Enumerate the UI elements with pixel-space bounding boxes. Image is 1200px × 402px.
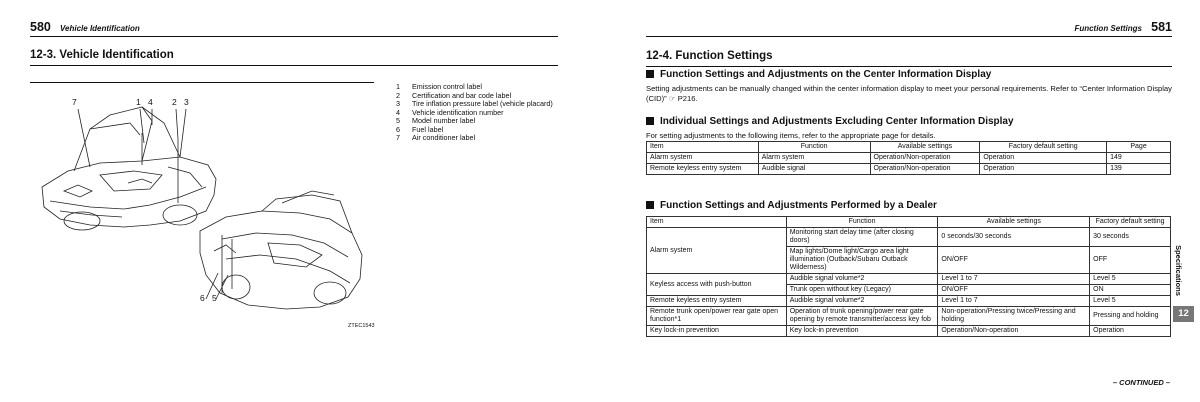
chapter-side-tab-label: Specifications xyxy=(1173,245,1183,296)
individual-paragraph: For setting adjustments to the following items, refer to the appropriate page for details. xyxy=(646,131,936,140)
square-bullet-icon xyxy=(646,70,654,78)
legend-number: 4 xyxy=(396,107,400,117)
left-running-title: Vehicle Identification xyxy=(60,24,140,33)
table-cell: Remote keyless entry system xyxy=(647,164,759,175)
legend-number: 1 xyxy=(396,82,400,91)
square-bullet-icon xyxy=(646,201,654,209)
figure-code: ZTEC1543 xyxy=(348,323,375,329)
table-cell: Map lights/Dome light/Cargo area light illumination (Outback/Subaru Outback Wilderness) xyxy=(786,247,938,274)
table-header: Factory default setting xyxy=(980,142,1107,153)
table-header: Page xyxy=(1107,142,1171,153)
table-cell: Remote keyless entry system xyxy=(647,296,787,307)
legend-number: 2 xyxy=(396,90,400,100)
table-header: Available settings xyxy=(870,142,980,153)
legend-number: 6 xyxy=(396,124,400,134)
table-cell: OFF xyxy=(1090,247,1171,274)
figure-callout-3: 3 xyxy=(184,97,189,107)
legend-text: Model number label xyxy=(412,116,476,125)
table-cell: Audible signal volume*2 xyxy=(786,296,938,307)
table-row xyxy=(647,326,1171,337)
table-cell: 30 seconds xyxy=(1090,228,1171,247)
table-row xyxy=(647,228,1171,247)
right-page xyxy=(600,0,1200,402)
table-cell: Level 5 xyxy=(1090,296,1171,307)
right-section-title xyxy=(646,49,1172,67)
table-cell: 139 xyxy=(1107,164,1171,175)
table-header: Factory default setting xyxy=(1090,217,1171,228)
legend-number: 5 xyxy=(396,116,400,125)
right-running-title: Function Settings xyxy=(1074,24,1142,33)
right-page-number: 581 xyxy=(1151,20,1172,34)
figure-callout-6: 6 xyxy=(200,293,205,303)
table-row xyxy=(647,307,1171,326)
dealer-settings-table xyxy=(646,216,1171,337)
table-header-row xyxy=(647,217,1171,228)
table-cell: Alarm system xyxy=(647,228,787,274)
figure-callout-1: 1 xyxy=(136,97,141,107)
table-cell: Keyless access with push-button xyxy=(647,274,787,296)
table-cell: Key lock-in prevention xyxy=(647,326,787,337)
table-cell: Alarm system xyxy=(647,153,759,164)
table-row xyxy=(647,164,1171,175)
table-cell: Operation xyxy=(1090,326,1171,337)
left-section-title xyxy=(30,48,558,66)
table-cell: 149 xyxy=(1107,153,1171,164)
table-cell: Level 1 to 7 xyxy=(938,274,1090,285)
table-header: Available settings xyxy=(938,217,1090,228)
table-cell: Monitoring start delay time (after closing doors) xyxy=(786,228,938,247)
left-page-number: 580 xyxy=(30,20,51,34)
figure-legend xyxy=(396,83,558,143)
table-cell: Operation of trunk opening/power rear gate opening by remote transmitter/access key fob xyxy=(786,307,938,326)
legend-text: Certification and bar code label xyxy=(412,90,512,100)
table-row xyxy=(647,274,1171,285)
cid-paragraph: Setting adjustments can be manually changed within the center information display to meet your personal requirements. Refer to “Center Information Display (CID)” ☞ P216. xyxy=(646,84,1172,103)
subheading-individual-text: Individual Settings and Adjustments Excluding Center Information Display xyxy=(660,116,1014,127)
table-header: Function xyxy=(758,142,870,153)
subheading-dealer xyxy=(646,200,937,211)
table-cell: 0 seconds/30 seconds xyxy=(938,228,1090,247)
table-cell: ON/OFF xyxy=(938,285,1090,296)
table-cell: Operation xyxy=(980,153,1107,164)
table-header: Function xyxy=(786,217,938,228)
individual-settings-table xyxy=(646,141,1171,175)
table-header: Item xyxy=(647,142,759,153)
table-cell: Alarm system xyxy=(758,153,870,164)
figure-callout-4: 4 xyxy=(148,97,153,107)
table-cell: ON xyxy=(1090,285,1171,296)
legend-text: Air conditioner label xyxy=(412,133,476,142)
left-running-header xyxy=(30,18,558,37)
subheading-dealer-text: Function Settings and Adjustments Performed by a Dealer xyxy=(660,200,937,211)
table-cell: Level 5 xyxy=(1090,274,1171,285)
right-section-title-text: 12-4. Function Settings xyxy=(646,50,773,62)
table-header: Item xyxy=(647,217,787,228)
figure-callout-2: 2 xyxy=(172,97,177,107)
subheading-cid xyxy=(646,69,991,80)
table-cell: Audible signal volume*2 xyxy=(786,274,938,285)
table-row xyxy=(647,296,1171,307)
figure-callout-7: 7 xyxy=(72,97,77,107)
table-cell: Trunk open without key (Legacy) xyxy=(786,285,938,296)
table-cell: ON/OFF xyxy=(938,247,1090,274)
table-cell: Operation/Non-operation xyxy=(938,326,1090,337)
chapter-number-tab[interactable]: 12 xyxy=(1173,306,1194,322)
table-header-row xyxy=(647,142,1171,153)
chapter-side-tab[interactable] xyxy=(1175,244,1187,300)
left-section-title-text: 12-3. Vehicle Identification xyxy=(30,49,174,61)
table-cell: Pressing and holding xyxy=(1090,307,1171,326)
legend-text: Emission control label xyxy=(412,82,482,91)
legend-number: 7 xyxy=(396,133,400,142)
legend-text: Tire inflation pressure label (vehicle placard) xyxy=(412,99,553,108)
legend-number: 3 xyxy=(396,99,400,108)
legend-text: Vehicle identification number xyxy=(412,107,504,117)
table-row xyxy=(647,153,1171,164)
continued-label: – CONTINUED – xyxy=(1112,378,1170,387)
table-cell: Non-operation/Pressing twice/Pressing and holding xyxy=(938,307,1090,326)
table-cell: Operation/Non-operation xyxy=(870,164,980,175)
table-cell: Key lock-in prevention xyxy=(786,326,938,337)
subheading-cid-text: Function Settings and Adjustments on the Center Information Display xyxy=(660,69,992,80)
vehicle-figure xyxy=(30,82,374,333)
legend-item xyxy=(396,134,558,143)
square-bullet-icon xyxy=(646,117,654,125)
table-cell: Audible signal xyxy=(758,164,870,175)
legend-text: Fuel label xyxy=(412,124,444,134)
right-running-header xyxy=(646,18,1172,37)
table-cell: Operation/Non-operation xyxy=(870,153,980,164)
subheading-individual xyxy=(646,116,1014,127)
table-cell: Level 1 to 7 xyxy=(938,296,1090,307)
table-cell: Remote trunk open/power rear gate open function*1 xyxy=(647,307,787,326)
figure-callout-5: 5 xyxy=(212,293,217,303)
table-cell: Operation xyxy=(980,164,1107,175)
